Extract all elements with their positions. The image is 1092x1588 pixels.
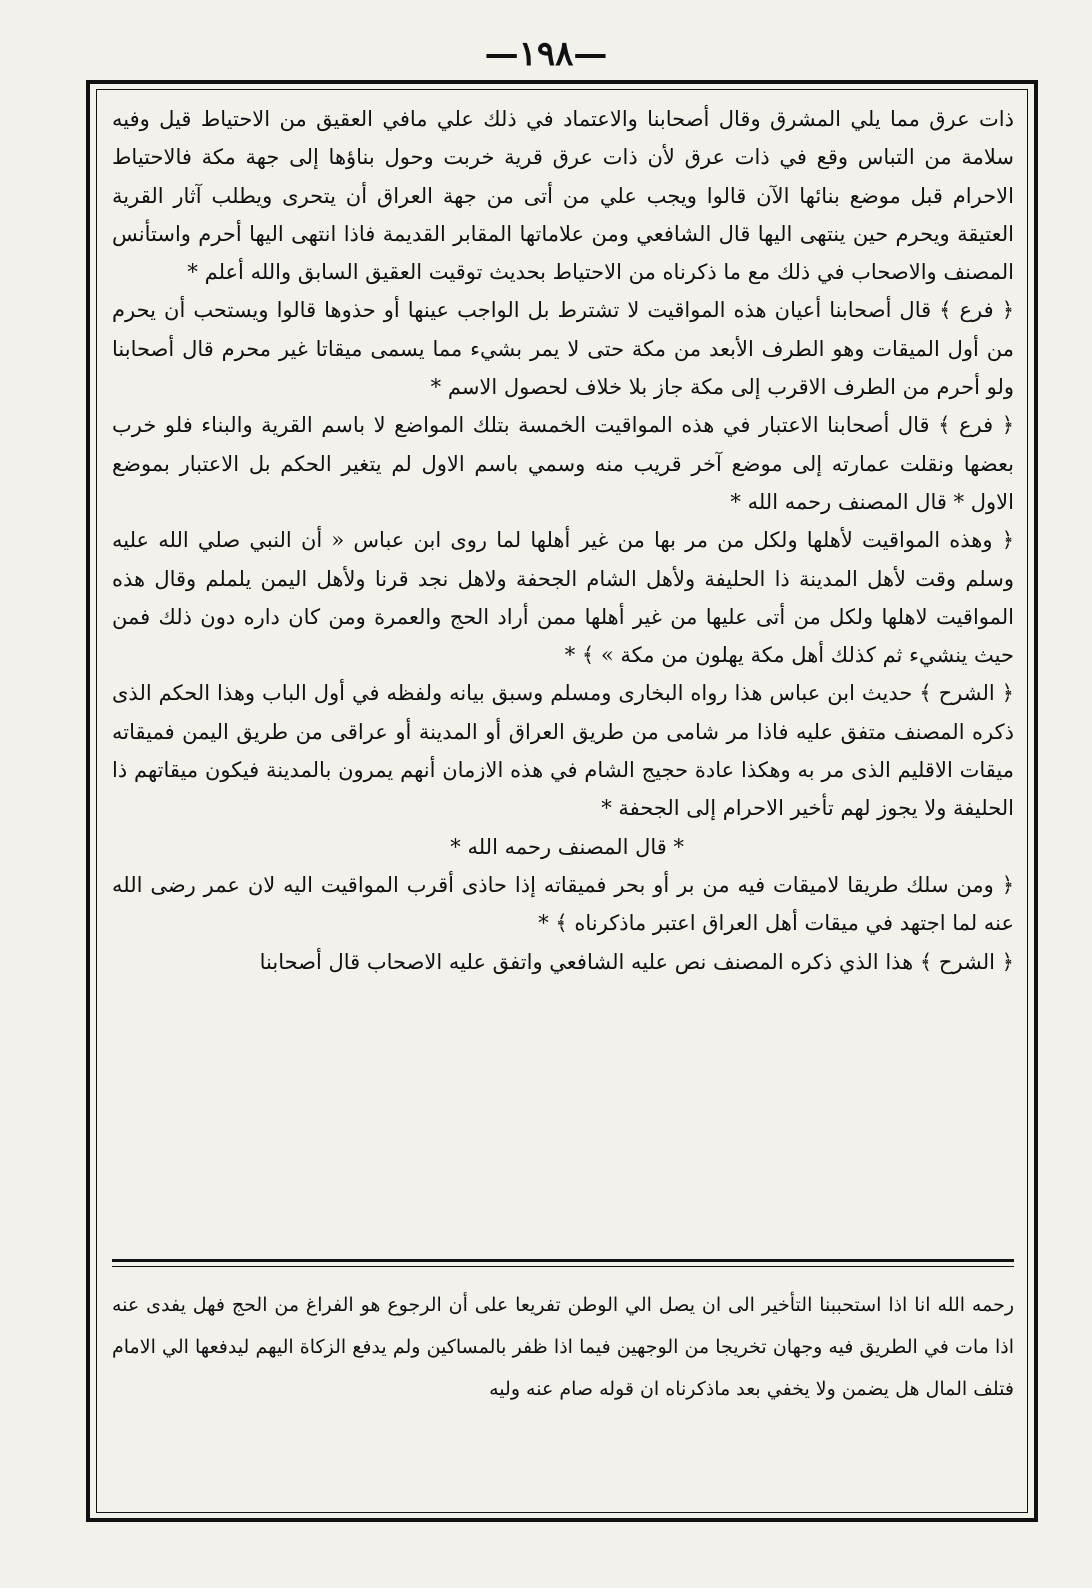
- footnote-divider-thick: [112, 1259, 1014, 1262]
- paragraph-dhat-irq: ذات عرق مما يلي المشرق وقال أصحابنا والاعتماد في ذلك علي مافي العقيق من الاحتياط قيل وفيه سلامة من التباس وقع في ذات عرق لأن ذات عرق قرية خربت وحول بناؤها إلى جهة مكة فالاحتياط الاحرام قبل موضع بنائها الآن قالوا ويجب علي من أتى من جهة العراق أن يتحرى ويطلب آثار القرية العتيقة ويحرم حين ينتهى اليها قال الشافعي ومن علاماتها المقابر القديمة فاذا انتهى اليها أحرم واستأنس المصنف والاصحاب في ذلك مع ما ذكرناه من الاحتياط بحديث توقيت العقيق السابق والله أعلم *: [112, 107, 1014, 285]
- page-number: —١٩٨—: [484, 34, 608, 74]
- paragraph-matn-mawaqit: ﴿ وهذه المواقيت لأهلها ولكل من مر بها من غير أهلها لما روى ابن عباس « أن النبي صلي الله عليه وسلم وقت لأهل المدينة ذا الحليفة ولأهل الشام الجحفة ولاهل نجد قرنا ولأهل اليمن يلملم وقال هذه المواقيت لاهلها ولكل من أتى عليها من غير أهلها ممن أراد الحج والعمرة ومن كان داره دون ذلك فمن حيث ينشيء ثم كذلك أهل مكة يهلون من مكة » ﴾ *: [112, 528, 1014, 668]
- paragraph-far-itibar: ﴿ فرع ﴾ قال أصحابنا الاعتبار في هذه المواقيت الخمسة بتلك المواضع لا باسم القرية والبناء فلو خرب بعضها ونقلت عمارته إلى موضع آخر قريب منه وسمي باسم الاول لم يتغير الحكم بل الاعتبار بموضع الاول * قال المصنف رحمه الله *: [112, 413, 1014, 514]
- paragraph-qala-musannif: * قال المصنف رحمه الله *: [450, 834, 684, 859]
- paragraph-far-ayan: ﴿ فرع ﴾ قال أصحابنا أعيان هذه المواقيت لا تشترط بل الواجب عينها أو حذوها قالوا ويستحب أن يحرم من أول الميقات وهو الطرف الأبعد من مكة حتى لا يمر بشيء مما يسمى ميقاتا غير محرم قال أصحابنا ولو أحرم من الطرف الاقرب إلى مكة جاز بلا خلاف لحصول الاسم *: [112, 298, 1014, 400]
- paragraph-matn-tariq: ﴿ ومن سلك طريقا لاميقات فيه من بر أو بحر فميقاته إذا حاذى أقرب المواقيت اليه لان عمر رضى الله عنه لما اجتهد في ميقات أهل العراق اعتبر ماذكرناه ﴾ *: [112, 872, 1014, 936]
- main-text: [112, 100, 1014, 1250]
- footnote-text: رحمه الله انا اذا استحببنا التأخير الى ان يصل الي الوطن تفريعا على أن الرجوع هو الفراغ من الحج فهل يفدى عنه اذا مات في الطريق فيه وجهان تخريجا من الوجهين فيما اذا ظفر بالمساكين ولم يدفع الزكاة اليهم ليدفعها الي الامام فتلف المال هل يضمن ولا يخفي بعد ماذكرناه ان قوله صام عنه وليه: [112, 1294, 1014, 1400]
- paragraph-sharh-ibn-abbas: ﴿ الشرح ﴾ حديث ابن عباس هذا رواه البخارى ومسلم وسبق بيانه ولفظه في أول الباب وهذا الحكم الذى ذكره المصنف متفق عليه فاذا مر شامى من طريق العراق أو المدينة أو عراقى من طريق اليمن فميقاته ميقات الاقليم الذى مر به وهكذا عادة حجيج الشام في هذه الازمان أنهم يمرون بالمدينة فيكون ميقاتهم ذا الحليفة ولا يجوز لهم تأخير الاحرام إلى الجحفة *: [112, 681, 1014, 821]
- paragraph-sharh-nass: ﴿ الشرح ﴾ هذا الذي ذكره المصنف نص عليه الشافعي واتفق عليه الاصحاب قال أصحابنا: [259, 949, 1014, 974]
- footnote-divider-thin: [112, 1266, 1014, 1267]
